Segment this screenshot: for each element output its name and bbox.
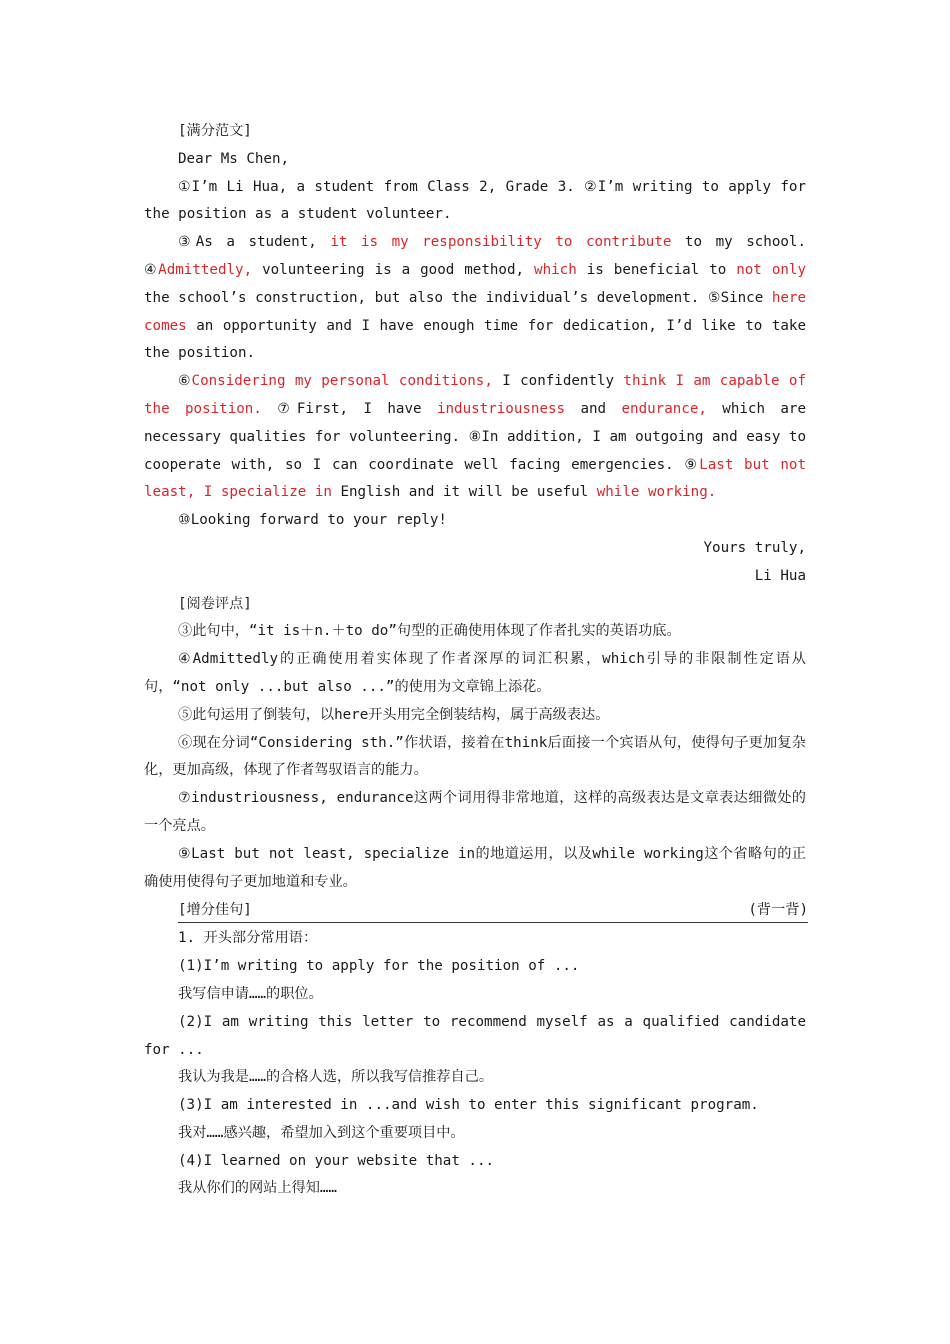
essay-paragraph-1: ①I’m Li Hua, a student from Class 2, Grade 3. ②I’m writing to apply for the position as a student volunteer. — [144, 178, 806, 223]
phrase-chinese: 我对……感兴趣，希望加入到这个重要项目中。 — [178, 1124, 465, 1141]
review-item: ③此句中，“it is＋n.＋to do”句型的正确使用体现了作者扎实的英语功底。 — [178, 623, 681, 640]
phrases-heading-note: (背一背) — [748, 902, 808, 919]
text-run: ③As a student, — [178, 234, 331, 251]
highlight-phrase: Considering my personal conditions, — [191, 373, 493, 390]
essay-paragraph-2 — [144, 229, 806, 368]
text-run: which are necessary qualities for volunteering. ⑧In addition, I am outgoing and easy to cooperate with, so I can coordinate well facing emergencies. ⑨ — [144, 400, 807, 473]
text-run: is beneficial to — [576, 261, 737, 278]
review-heading: [阅卷评点] — [178, 595, 252, 612]
essay-greeting: Dear Ms Chen, — [178, 150, 290, 167]
highlight-phrase: industriousness — [436, 400, 566, 417]
text-run: an opportunity and I have enough time for dedication, I’d like to take the position. — [144, 317, 806, 362]
text-run: volunteering is a good method, — [252, 261, 535, 278]
text-run: the school’s construction, but also the individual’s development. ⑤Since — [144, 289, 772, 306]
essay-heading: [满分范文] — [178, 123, 252, 139]
highlight-phrase: not only — [736, 261, 806, 278]
highlight-phrase: endurance, — [621, 400, 707, 417]
phrase-english: (1)I’m writing to apply for the position of ... — [178, 958, 580, 975]
review-item: ⑤此句运用了倒装句，以here开头用完全倒装结构，属于高级表达。 — [178, 706, 610, 723]
highlight-phrase: Last but not least, I specialize in — [144, 456, 806, 501]
highlight-phrase: here comes — [144, 289, 806, 334]
essay-paragraph-3 — [144, 368, 806, 507]
text-run: and — [565, 400, 622, 417]
highlight-phrase: think I am capable of the position. — [144, 373, 806, 417]
text-run: I confidently — [492, 373, 624, 390]
essay-paragraph-4: ⑩Looking forward to your reply! — [178, 512, 447, 529]
review-item: ⑨Last but not least, specialize in的地道运用，以及while working这个省略句的正确使用使得句子更加地道和专业。 — [144, 845, 806, 890]
phrases-heading-label: [增分佳句] — [178, 902, 252, 919]
letter-signature: Li Hua — [754, 567, 806, 584]
phrase-english: (4)I learned on your website that ... — [178, 1152, 495, 1169]
text-run: to my school. ④ — [144, 234, 806, 278]
highlight-phrase: Admittedly, — [158, 261, 253, 278]
highlight-phrase: which — [534, 261, 577, 278]
phrase-chinese: 我认为我是……的合格人选，所以我写信推荐自己。 — [178, 1069, 494, 1086]
review-item: ⑥现在分词“Considering sth.”作状语，接着在think后面接一个宾语从句，使得句子更加复杂化，更加高级，体现了作者驾驭语言的能力。 — [144, 734, 806, 779]
phrase-chinese: 我从你们的网站上得知…… — [178, 1180, 337, 1197]
text-run: ⑦First, I have — [261, 400, 437, 417]
review-item: ④Admittedly的正确使用着实体现了作者深厚的词汇积累，which引导的非限制性定语从句，“not only ...but also ...”的使用为文章锦上添花。 — [144, 651, 806, 695]
text-run: English and it will be useful — [331, 484, 597, 501]
review-item: ⑦industriousness, endurance这两个词用得非常地道，这样的高级表达是文章表达细微处的一个亮点。 — [144, 790, 806, 834]
letter-closing: Yours truly, — [703, 539, 806, 556]
phrases-section-title: 1. 开头部分常用语： — [178, 930, 318, 947]
phrase-english: (3)I am interested in ...and wish to enter this significant program. — [178, 1097, 759, 1114]
phrases-heading — [178, 898, 808, 923]
phrase-english: (2)I am writing this letter to recommend myself as a qualified candidate for ... — [144, 1013, 806, 1058]
phrase-chinese: 我写信申请……的职位。 — [178, 985, 323, 1002]
highlight-phrase: while working. — [596, 484, 717, 501]
document-page — [144, 118, 806, 1203]
text-run: ⑥ — [178, 373, 192, 390]
highlight-phrase: it is my responsibility to contribute — [330, 234, 672, 251]
